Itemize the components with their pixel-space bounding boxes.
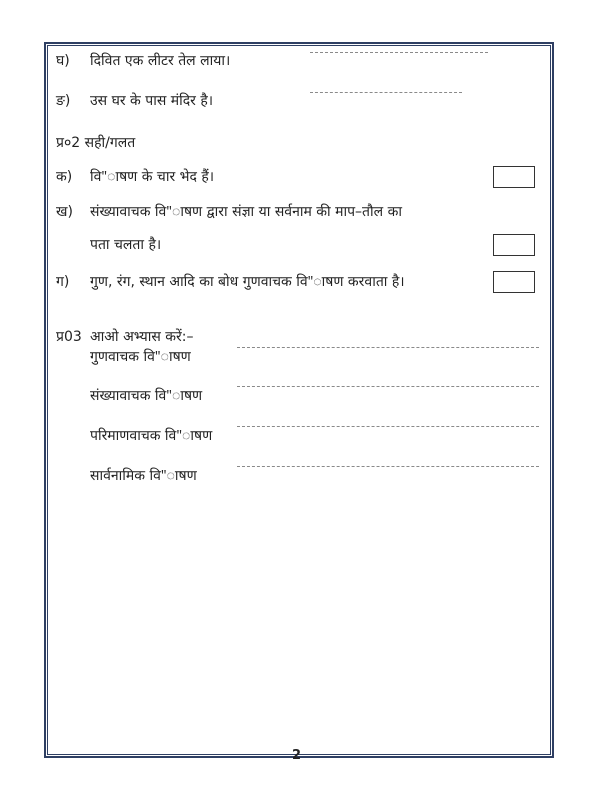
sentence-text: दिवित एक लीटर तेल लाया।	[90, 53, 231, 69]
answer-blank[interactable]	[310, 52, 488, 53]
statement-text: संख्यावाचक वि"ाषण द्वारा संज्ञा या सर्वनाम की माप–तौल का	[90, 204, 402, 220]
item-marker: ङ)	[56, 93, 71, 109]
answer-box[interactable]	[493, 234, 535, 256]
sentence-text: उस घर के पास मंदिर है।	[90, 93, 214, 109]
answer-box[interactable]	[493, 166, 535, 188]
section-heading: आओ अभ्यास करें:–	[90, 329, 194, 345]
answer-blank[interactable]	[310, 92, 462, 93]
item-marker: ग)	[56, 274, 70, 290]
statement-text: वि"ाषण के चार भेद हैं।	[90, 169, 215, 185]
item-marker: क)	[56, 169, 73, 185]
statement-text-continued: पता चलता है।	[90, 237, 162, 253]
exercise-item: परिमाणवाचक वि"ाषण	[90, 428, 213, 444]
answer-blank[interactable]	[237, 426, 539, 427]
exercise-item: सार्वनामिक वि"ाषण	[90, 468, 197, 484]
exercise-item: संख्यावाचक वि"ाषण	[90, 388, 203, 404]
answer-blank[interactable]	[237, 466, 539, 467]
answer-blank[interactable]	[237, 347, 539, 348]
answer-box[interactable]	[493, 271, 535, 293]
exercise-item: गुणवाचक वि"ाषण	[90, 349, 191, 365]
answer-blank[interactable]	[237, 386, 539, 387]
item-marker: घ)	[56, 53, 70, 69]
statement-text: गुण, रंग, स्थान आदि का बोध गुणवाचक वि"ाषण करवाता है।	[90, 274, 405, 290]
item-marker: ख)	[56, 204, 73, 220]
question-number: प्र03	[56, 329, 82, 345]
section-heading: प्र०2 सही/गलत	[56, 135, 136, 151]
page-number: 2	[292, 748, 302, 763]
